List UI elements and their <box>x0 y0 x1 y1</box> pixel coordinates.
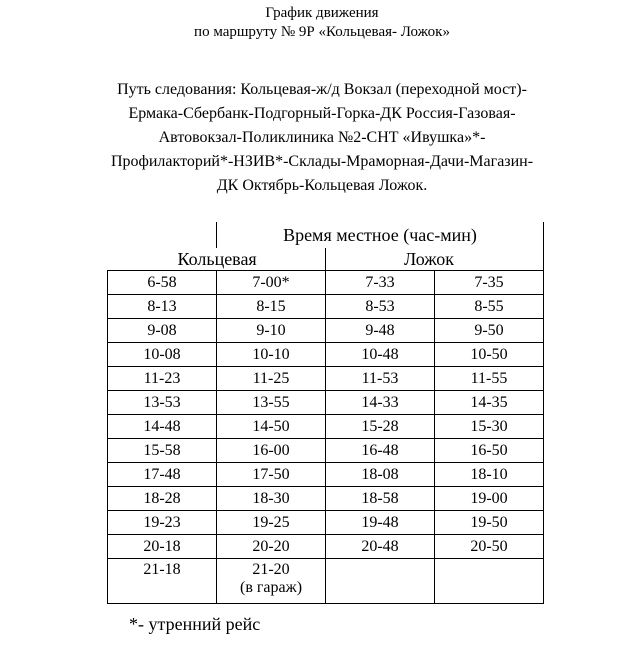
table-cell: 15-30 <box>435 415 544 439</box>
route-description <box>0 78 644 198</box>
table-row <box>108 367 544 391</box>
route-line: Автовокзал-Поликлиника №2-СНТ «Ивушка»*- <box>158 129 486 146</box>
footnote: *- утренний рейс <box>129 614 261 634</box>
route-subtitle: по маршруту № 9Р «Кольцевая- Ложок» <box>194 24 450 40</box>
table-cell: 15-28 <box>326 415 435 439</box>
table-cell: 14-33 <box>326 391 435 415</box>
table-cell: 19-00 <box>435 487 544 511</box>
table-cell: 8-55 <box>435 295 544 319</box>
table-cell: 13-53 <box>108 391 217 415</box>
table-cell: 20-20 <box>217 535 326 559</box>
table-cell: 20-48 <box>326 535 435 559</box>
table-cell: 10-48 <box>326 343 435 367</box>
table-cell: 10-50 <box>435 343 544 367</box>
table-cell: 18-28 <box>108 487 217 511</box>
table-cell: 8-13 <box>108 295 217 319</box>
table-cell: 18-08 <box>326 463 435 487</box>
table-cell: 10-08 <box>108 343 217 367</box>
table-cell: 16-00 <box>217 439 326 463</box>
table-row <box>108 559 544 604</box>
table-cell: 14-48 <box>108 415 217 439</box>
cell-time: 21-20 <box>252 561 290 578</box>
table-cell: 9-50 <box>435 319 544 343</box>
table-row <box>108 535 544 559</box>
header-spacer <box>108 222 217 248</box>
table-cell: 7-00* <box>217 271 326 295</box>
table-cell: 15-58 <box>108 439 217 463</box>
table-row <box>108 415 544 439</box>
table-cell-empty <box>326 559 435 604</box>
table-cell: 20-18 <box>108 535 217 559</box>
table-cell: 16-50 <box>435 439 544 463</box>
cell-note: (в гараж) <box>239 579 303 596</box>
schedule-table <box>107 222 544 604</box>
table-cell: 8-15 <box>217 295 326 319</box>
table-cell: 11-53 <box>326 367 435 391</box>
route-line: Ермака-Сбербанк-Подгорный-Горка-ДК Россия-Газовая- <box>128 105 516 122</box>
table-cell: 21-18 <box>108 559 217 604</box>
table-cell: 7-33 <box>326 271 435 295</box>
table-cell: 9-08 <box>108 319 217 343</box>
table-cell: 10-10 <box>217 343 326 367</box>
schedule-title: График движения <box>265 5 379 21</box>
table-cell: 20-50 <box>435 535 544 559</box>
table-row <box>108 343 544 367</box>
table-cell: 11-23 <box>108 367 217 391</box>
table-cell: 11-55 <box>435 367 544 391</box>
table-cell: 19-48 <box>326 511 435 535</box>
table-cell: 17-50 <box>217 463 326 487</box>
table-cell: 19-25 <box>217 511 326 535</box>
table-cell: 16-48 <box>326 439 435 463</box>
route-line: Путь следования: Кольцевая-ж/д Вокзал (переходной мост)- <box>117 81 527 98</box>
kolcevaya-header: Кольцевая <box>108 248 326 271</box>
table-cell: 19-23 <box>108 511 217 535</box>
table-cell: 19-50 <box>435 511 544 535</box>
table-header-row <box>108 248 544 271</box>
table-cell: 9-48 <box>326 319 435 343</box>
table-row <box>108 511 544 535</box>
table-cell: 18-30 <box>217 487 326 511</box>
table-row <box>108 319 544 343</box>
table-row <box>108 271 544 295</box>
table-cell-empty <box>435 559 544 604</box>
table-cell: 9-10 <box>217 319 326 343</box>
table-row <box>108 439 544 463</box>
table-cell: 18-10 <box>435 463 544 487</box>
table-header-row <box>108 222 544 248</box>
table-row <box>108 487 544 511</box>
route-line: Профилакторий*-НЗИВ*-Склады-Мраморная-Дачи-Магазин- <box>110 153 534 170</box>
table-cell: 13-55 <box>217 391 326 415</box>
table-cell: 6-58 <box>108 271 217 295</box>
table-row <box>108 391 544 415</box>
table-cell: 8-53 <box>326 295 435 319</box>
time-header: Время местное (час-мин) <box>217 222 544 248</box>
table-cell <box>217 559 326 604</box>
table-cell: 11-25 <box>217 367 326 391</box>
table-row <box>108 463 544 487</box>
table-cell: 17-48 <box>108 463 217 487</box>
lozhok-header: Ложок <box>326 248 544 271</box>
table-cell: 14-35 <box>435 391 544 415</box>
table-cell: 14-50 <box>217 415 326 439</box>
route-line: ДК Октябрь-Кольцевая Ложок. <box>216 177 428 194</box>
table-cell: 7-35 <box>435 271 544 295</box>
table-cell: 18-58 <box>326 487 435 511</box>
table-row <box>108 295 544 319</box>
